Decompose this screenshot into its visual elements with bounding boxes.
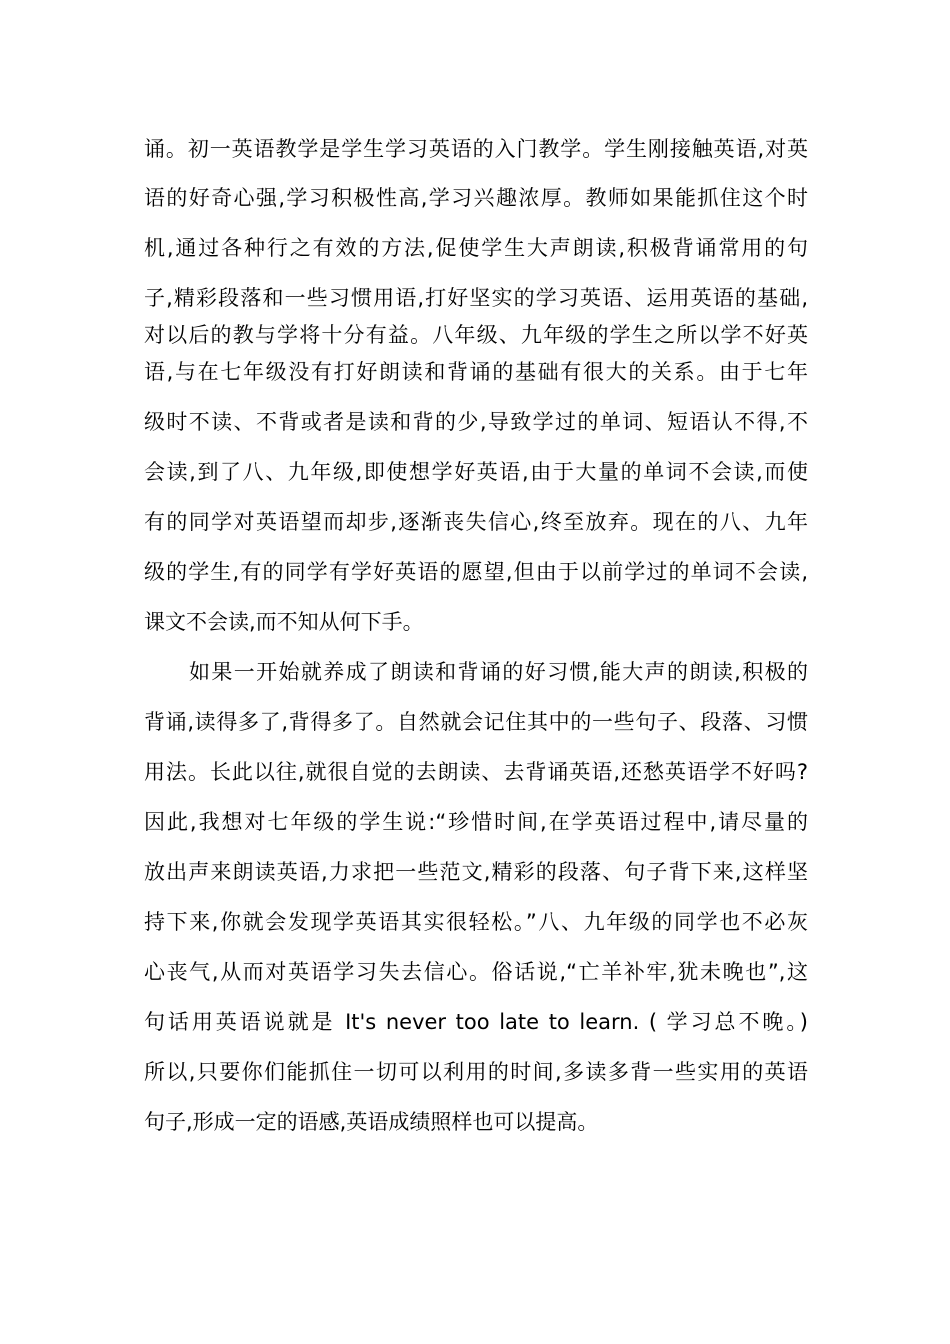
paragraph-2-line-10: 句子,形成一定的语感,英语成绩照样也可以提高。: [144, 1110, 599, 1134]
paragraph-1-line-9: 有的同学对英语望而却步,逐渐丧失信心,终至放弃。现在的八、九年: [144, 510, 808, 534]
paragraph-2-line-2: 背诵,读得多了,背得多了。自然就会记住其中的一些句子、段落、习惯: [144, 710, 808, 734]
paragraph-1-line-6: 语,与在七年级没有打好朗读和背诵的基础有很大的关系。由于七年: [144, 360, 808, 384]
paragraph-2-line-5: 放出声来朗读英语,力求把一些范文,精彩的段落、句子背下来,这样坚: [144, 860, 808, 884]
paragraph-1-line-2: 语的好奇心强,学习积极性高,学习兴趣浓厚。教师如果能抓住这个时: [144, 186, 808, 210]
paragraph-1-line-10: 级的学生,有的同学有学好英语的愿望,但由于以前学过的单词不会读,: [144, 560, 808, 584]
paragraph-2-line-1: 如果一开始就养成了朗读和背诵的好习惯,能大声的朗读,积极的: [189, 660, 808, 684]
paragraph-2-line-4: 因此,我想对七年级的学生说:“珍惜时间,在学英语过程中,请尽量的: [144, 810, 808, 834]
paragraph-1-line-7: 级时不读、不背或者是读和背的少,导致学过的单词、短语认不得,不: [144, 410, 808, 434]
paragraph-1-line-8: 会读,到了八、九年级,即使想学好英语,由于大量的单词不会读,而使: [144, 460, 808, 484]
paragraph-1-line-5: 对以后的教与学将十分有益。八年级、九年级的学生之所以学不好英: [144, 323, 808, 347]
paragraph-2-line-6: 持下来,你就会发现学英语其实很轻松。”八、九年级的同学也不必灰: [144, 910, 808, 934]
paragraph-1-line-11: 课文不会读,而不知从何下手。: [144, 610, 424, 634]
paragraph-2-line-9: 所以,只要你们能抓住一切可以利用的时间,多读多背一些实用的英语: [144, 1060, 808, 1084]
paragraph-2-line-3: 用法。长此以往,就很自觉的去朗读、去背诵英语,还愁英语学不好吗?: [144, 760, 808, 784]
paragraph-1-line-3: 机,通过各种行之有效的方法,促使学生大声朗读,积极背诵常用的句: [144, 236, 808, 260]
paragraph-1-line-4: 子,精彩段落和一些习惯用语,打好坚实的学习英语、运用英语的基础,: [144, 286, 808, 310]
paragraph-2-line-8: 句话用英语说就是 It's never too late to learn. ( 学习总不晚。): [144, 1010, 808, 1034]
paragraph-2-line-7: 心丧气,从而对英语学习失去信心。俗话说,“亡羊补牢,犹未晚也”,这: [144, 960, 808, 984]
paragraph-1-line-1: 诵。初一英语教学是学生学习英语的入门教学。学生刚接触英语,对英: [144, 137, 808, 161]
